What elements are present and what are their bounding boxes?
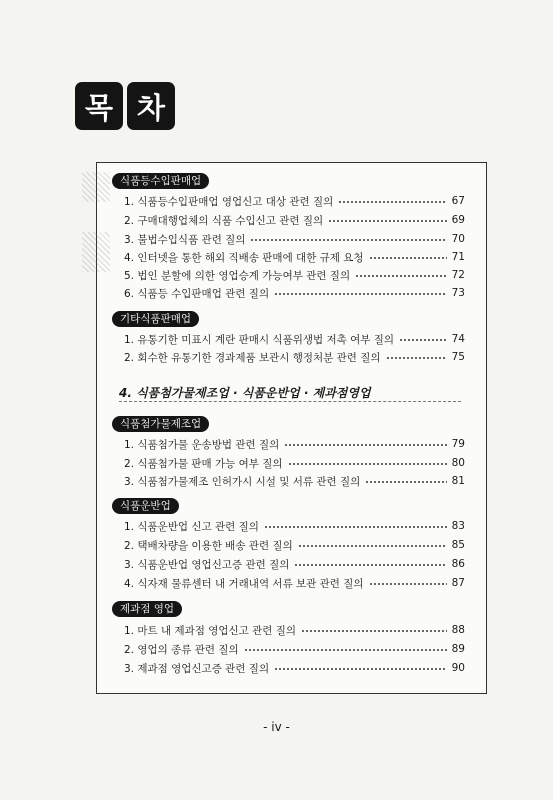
toc-entry[interactable] xyxy=(124,249,465,265)
leader-dots xyxy=(264,526,447,528)
toc-entry-page: 83 xyxy=(451,520,465,532)
toc-entry-page: 72 xyxy=(451,269,465,281)
section-label: 식품운반업 xyxy=(112,498,179,514)
leader-dots xyxy=(355,275,447,277)
leader-dots xyxy=(294,564,447,566)
leader-dots xyxy=(284,444,447,446)
toc-entry-title: 3. 식품첨가물제조 인허가시 시설 및 서류 관련 질의 xyxy=(124,475,361,488)
section-label: 제과점 영업 xyxy=(112,601,182,617)
toc-entry[interactable] xyxy=(124,518,465,534)
toc-entry-title: 5. 법인 분할에 의한 영업승계 가능여부 관련 질의 xyxy=(124,269,351,282)
toc-entry-title: 4. 식자재 물류센터 내 거래내역 서류 보관 관련 질의 xyxy=(124,577,364,590)
toc-entry-title: 4. 인터넷을 통한 해외 직배송 판매에 대한 규제 요청 xyxy=(124,251,364,264)
toc-entry-page: 79 xyxy=(451,438,465,450)
toc-entry[interactable] xyxy=(124,556,465,572)
toc-entry[interactable] xyxy=(124,193,465,209)
leader-dots xyxy=(369,257,447,259)
toc-entry[interactable] xyxy=(124,473,465,489)
toc-entry-title: 3. 식품운반업 영업신고증 관련 질의 xyxy=(124,558,290,571)
toc-entry-page: 67 xyxy=(451,195,465,207)
toc-entry-title: 2. 구매대행업체의 식품 수입신고 관련 질의 xyxy=(124,214,324,227)
leader-dots xyxy=(365,481,447,483)
toc-entry[interactable] xyxy=(124,455,465,471)
toc-entry-title: 1. 식품첨가물 운송방법 관련 질의 xyxy=(124,438,280,451)
toc-entry-title: 2. 식품첨가물 판매 가능 여부 질의 xyxy=(124,457,283,470)
leader-dots xyxy=(338,201,447,203)
leader-dots xyxy=(399,339,447,341)
toc-entry-page: 69 xyxy=(451,214,465,226)
section-label: 기타식품판매업 xyxy=(112,311,199,327)
leader-dots xyxy=(274,668,447,670)
toc-entry-page: 81 xyxy=(451,475,465,487)
page-number: - iv - xyxy=(263,720,290,734)
leader-dots xyxy=(288,463,447,465)
toc-entry-page: 80 xyxy=(451,457,465,469)
leader-dots xyxy=(369,583,447,585)
toc-entry-page: 85 xyxy=(451,539,465,551)
toc-entry-page: 73 xyxy=(451,287,465,299)
toc-entry[interactable] xyxy=(124,267,465,283)
toc-entry-page: 71 xyxy=(451,251,465,263)
toc-entry-title: 1. 식품운반업 신고 관련 질의 xyxy=(124,520,259,533)
leader-dots xyxy=(328,220,447,222)
leader-dots xyxy=(250,239,447,241)
toc-entry-title: 6. 식품등 수입판매업 관련 질의 xyxy=(124,287,270,300)
toc-entry-title: 1. 식품등수입판매업 영업신고 대상 관련 질의 xyxy=(124,195,334,208)
toc-entry-page: 70 xyxy=(451,233,465,245)
toc-entry-title: 3. 제과점 영업신고증 관련 질의 xyxy=(124,662,270,675)
toc-entry-title: 2. 영업의 종류 관련 질의 xyxy=(124,643,239,656)
toc-entry-page: 86 xyxy=(451,558,465,570)
leader-dots xyxy=(298,545,447,547)
toc-entry-title: 3. 불법수입식품 관련 질의 xyxy=(124,233,246,246)
toc-entry[interactable] xyxy=(124,575,465,591)
toc-entry-page: 89 xyxy=(451,643,465,655)
chapter-divider xyxy=(119,401,461,402)
section-label: 식품등수입판매업 xyxy=(112,173,209,189)
toc-entry[interactable] xyxy=(124,231,465,247)
toc-entry-title: 2. 택배차량을 이용한 배송 관련 질의 xyxy=(124,539,293,552)
title-char-mok: 목 xyxy=(75,82,123,130)
toc-entry[interactable] xyxy=(124,349,465,365)
toc-entry[interactable] xyxy=(124,537,465,553)
toc-entry[interactable] xyxy=(124,660,465,676)
toc-entry[interactable] xyxy=(124,641,465,657)
leader-dots xyxy=(386,357,447,359)
toc-entry[interactable] xyxy=(124,436,465,452)
scan-texture xyxy=(82,172,110,202)
toc-entry-title: 2. 회수한 유통기한 경과제품 보관시 행정처분 관련 질의 xyxy=(124,351,381,364)
toc-entry-page: 75 xyxy=(451,351,465,363)
chapter-heading: 4. 식품첨가물제조업 · 식품운반업 · 제과점영업 xyxy=(119,386,371,400)
leader-dots xyxy=(301,630,447,632)
toc-entry-page: 90 xyxy=(451,662,465,674)
section-label: 식품첨가물제조업 xyxy=(112,416,209,432)
scan-texture xyxy=(82,232,110,272)
toc-entry-page: 88 xyxy=(451,624,465,636)
toc-entry[interactable] xyxy=(124,212,465,228)
toc-entry-title: 1. 유통기한 미표시 계란 판매시 식품위생법 저촉 여부 질의 xyxy=(124,333,395,346)
toc-entry-title: 1. 마트 내 제과점 영업신고 관련 질의 xyxy=(124,624,297,637)
title-char-cha: 차 xyxy=(127,82,175,130)
leader-dots xyxy=(244,649,447,651)
toc-entry[interactable] xyxy=(124,285,465,301)
toc-entry[interactable] xyxy=(124,331,465,347)
leader-dots xyxy=(274,293,447,295)
toc-entry-page: 74 xyxy=(451,333,465,345)
toc-entry[interactable] xyxy=(124,622,465,638)
toc-entry-page: 87 xyxy=(451,577,465,589)
